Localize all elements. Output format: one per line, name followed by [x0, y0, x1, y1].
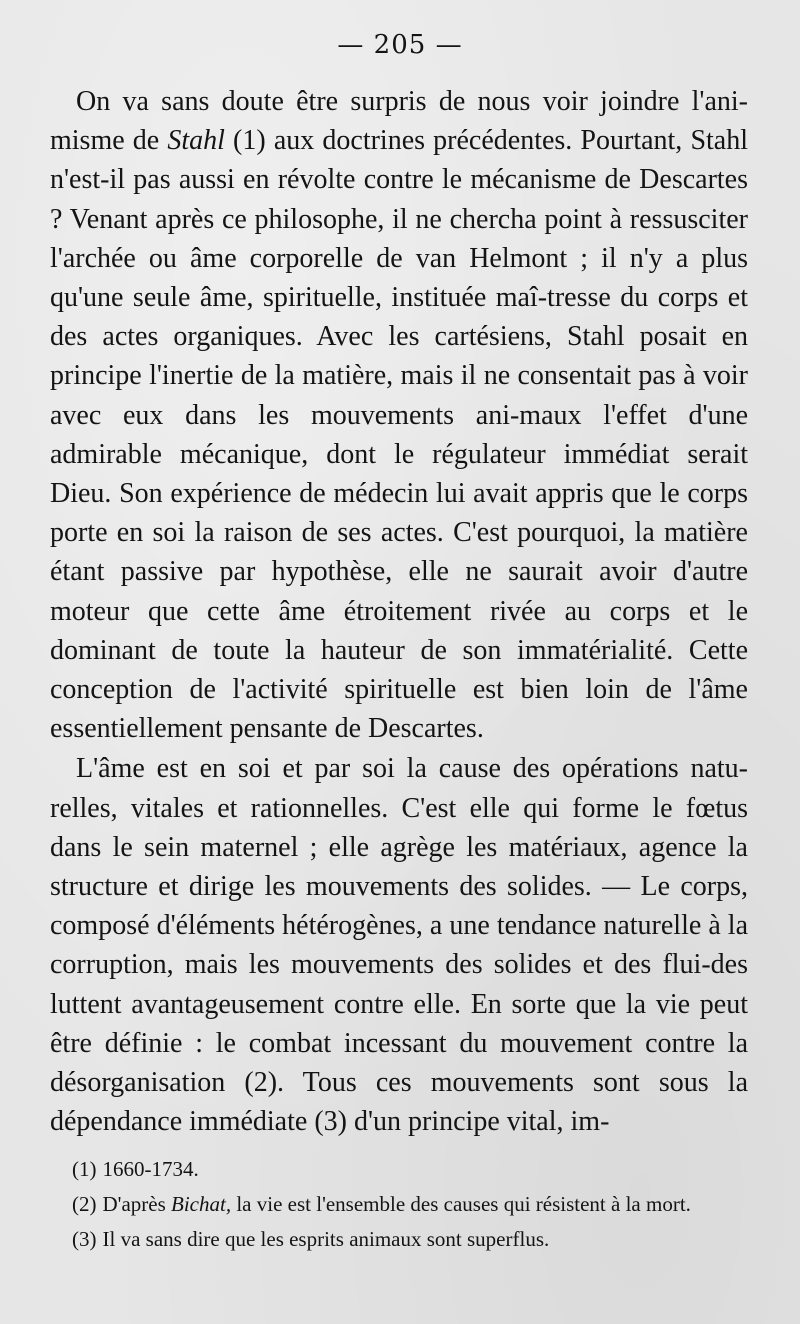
footnote-2: [50, 1191, 750, 1218]
footnote-2-name: Bichat,: [171, 1192, 232, 1216]
paragraph-1-part-2: (1) aux doctrines précédentes. Pourtant, Stahl n'est-il pas aussi en révolte contre le mécanisme de Descartes ? Venant après ce philosophe, il ne chercha point à ressusciter l'archée ou âme corporelle de van Helmont ; il n'y a plus qu'une seule âme, spirituelle, instituée maî-tresse du corps et des actes organiques. Avec les cartésiens, Stahl posait en principe l'inertie de la matière, mais il ne consentait pas à voir avec eux dans les mouvements ani-maux l'effet d'une admirable mécanique, dont le régulateur immédiat serait Dieu. Son expérience de médecin lui avait appris que le corps porte en soi la raison de ses actes. C'est pourquoi, la matière étant passive par hypothèse, elle ne saurait avoir d'autre moteur que cette âme étroitement rivée au corps et le dominant de toute la hauteur de son immatérialité. Cette conception de l'activité spirituelle est bien loin de l'âme essentiellement pensante de Descartes.: [50, 125, 748, 745]
main-text: [50, 82, 748, 1141]
paragraph-2: L'âme est en soi et par soi la cause des opérations natu-relles, vitales et rationnelles. C'est elle qui forme le fœtus dans le sein maternel ; elle agrège les matériaux, agence la structure et dirige les mouvements des solides. — Le corps, composé d'éléments hétérogènes, a une tendance naturelle à la corruption, mais les mouvements des solides et des flui-des luttent avantageusement contre elle. En sorte que la vie peut être définie : le combat incessant du mouvement contre la désorganisation (2). Tous ces mouvements sont sous la dépendance immédiate (3) d'un principe vital, im-: [50, 753, 748, 1138]
footnote-3: [50, 1226, 750, 1253]
footnote-1-marker: (1): [72, 1157, 97, 1181]
paragraph-1-part-1: On va sans doute être surpris de nous voir joindre l'ani-misme de: [50, 86, 748, 157]
footnote-1: [50, 1156, 750, 1183]
footnote-2-before: D'après: [102, 1192, 172, 1216]
footnote-3-marker: (3): [72, 1227, 97, 1251]
paragraph-1: [50, 82, 748, 748]
footnotes: [50, 1156, 750, 1261]
name-stahl: Stahl: [167, 125, 225, 157]
footnote-3-text: Il va sans dire que les esprits animaux sont superflus.: [102, 1227, 550, 1251]
footnote-1-text: 1660-1734.: [102, 1157, 199, 1181]
footnote-2-marker: (2): [72, 1192, 97, 1216]
footnote-2-after: la vie est l'ensemble des causes qui résistent à la mort.: [231, 1192, 691, 1216]
page-number: — 205 —: [337, 30, 463, 60]
